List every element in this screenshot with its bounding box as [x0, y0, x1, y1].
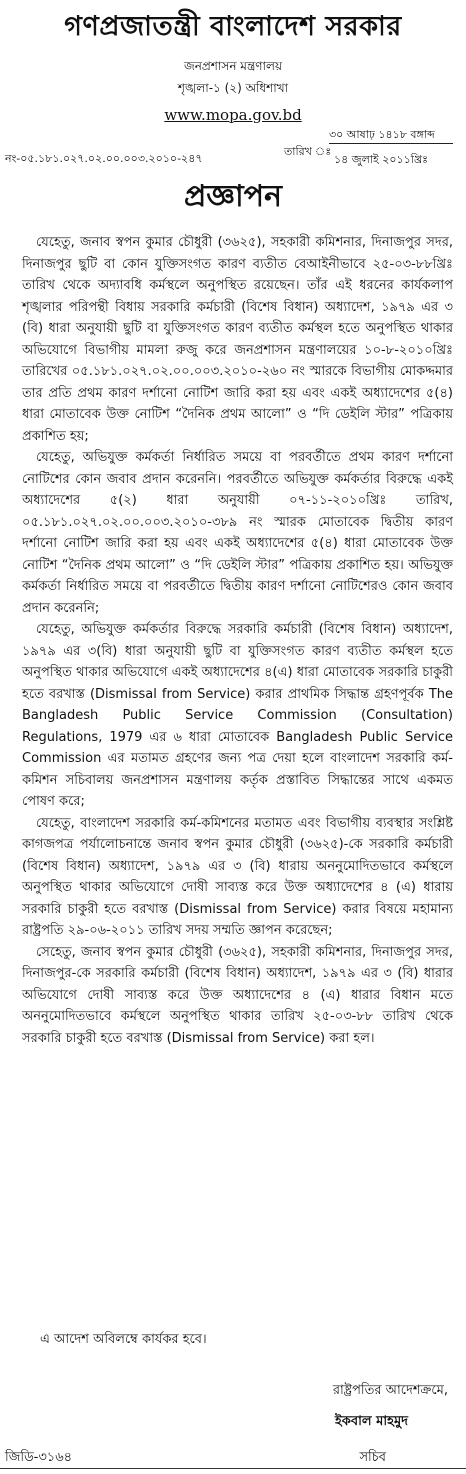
notification-body — [22, 232, 453, 1049]
order-by-line: রাষ্ট্রপতির আদেশক্রমে, — [332, 1383, 448, 1398]
footer-divider — [0, 1468, 466, 1469]
division-name: শৃঙ্খলা-১ (২) অধিশাখা — [177, 81, 289, 95]
date-english: ১৪ জুলাই ২০১১খ্রিঃ — [334, 153, 428, 166]
paragraph-1: যেহেতু, জনাব স্বপন কুমার চৌধুরী (৩৬২৫), সহকারী কমিশনার, দিনাজপুর সদর, দিনাজপুর ছুটি বা কোন যুক্তিসংগত কারণ ব্যতীত বেআইনীভাবে ২৫-০৩-৮৮খ্রিঃ তারিখ থেকে অদ্যাবধি কর্মস্থলে অনুপস্থিত রয়েছেন। তাঁর এই ধরনের কার্যকলাপ শৃঙ্খলার পরিপন্থী বিধায় সরকারি কর্মচারী (বিশেষ বিধান) অধ্যাদেশ, ১৯৭৯ এর ৩ (বি) ধারা অনুযায়ী ছুটি বা যুক্তিসংগত কারণ ব্যতীত কর্মস্থল হতে অনুপস্থিত থাকার অভিযোগে বিভাগীয় মামলা রুজু করে জনপ্রশাসন মন্ত্রণালয়ের ১০-৮-২০১০খ্রিঃ তারিখের ০৫.১৮১.০২৭.০২.০০.০০৩.২০১০-২৬০ নং স্মারকে বিভাগীয় মোকদ্দমার তার প্রতি প্রথম কারণ দর্শানো নোটিশ জারি করা হয় এবং একই অধ্যাদেশের ৫(৪) ধারা মোতাবেক উক্ত নোটিশ “দৈনিক প্রথম আলো” ও “দি ডেইলি স্টার” পত্রিকায় প্রকাশিত হয়; — [22, 235, 453, 444]
date-divider — [329, 143, 453, 144]
ministry-name: জনপ্রশাসন মন্ত্রণালয় — [183, 59, 283, 73]
paragraph-2: যেহেতু, অভিযুক্ত কর্মকর্তা নির্ধারিত সময়ে বা পরবর্তীতে প্রথম কারণ দর্শানো নোটিশের কোন জবাব প্রদান করেননি। পরবর্তীতে অভিযুক্ত কর্মকর্তার বিরুদ্ধে একই অধ্যাদেশের ৫(২) ধারা অনুযায়ী ০৭-১১-২০১০খ্রিঃ তারিখ, ০৫.১৮১.০২৭.০২.০০.০০৩.২০১০-৩৮৯ নং স্মারক মোতাবেক দ্বিতীয় কারণ দর্শানো নোটিশ জারি করা হয় এবং একই অধ্যাদেশের ৫(৪) ধারা মোতাবেক উক্ত নোটিশ “দৈনিক প্রথম আলো” ও “দি ডেইলি স্টার” পত্রিকায় প্রকাশিত হয়। অভিযুক্ত কর্মকর্তা নির্ধারিত সময়ে বা পরবর্তীতে দ্বিতীয় কারণ দর্শানো নোটিশেরও কোন জবাব প্রদান করেননি; — [22, 450, 453, 616]
paragraph-4: যেহেতু, বাংলাদেশ সরকারি কর্ম-কমিশনের মতামত এবং বিভাগীয় ব্যবস্থার সংশ্লিষ্ট কাগজপত্র পর্যালোচনান্তে জনাব স্বপন কুমার চৌধুরী (৩৬২৫)-কে সরকারি কর্মচারী (বিশেষ বিধান) অধ্যাদেশ, ১৯৭৯ এর ৩ (বি) ধারায় অননুমোদিতভাবে কর্মস্থলে অনুপস্থিত থাকার অভিযোগে দোষী সাব্যস্ত করে উক্ত অধ্যাদেশের ৪ (এ) ধারায় সরকারি চাকুরী হতে বরখাস্ত (Dismissal from Service) করার বিষয়ে মহামান্য রাষ্ট্রপতি ২৯-০৬-২০১১ তারিখ সদয় সম্মতি জ্ঞাপন করেছেন; — [22, 815, 453, 938]
date-bangla: ৩০ আষাঢ় ১৪১৮ বঙ্গাব্দ — [329, 128, 435, 141]
memo-number: নং-০৫.১৮১.০২৭.০২.০০.০০৩.২০১০-২৪৭ — [5, 152, 203, 165]
government-title: গণপ্রজাতন্ত্রী বাংলাদেশ সরকার — [64, 11, 402, 42]
gd-number: জিডি-৩১৬৪ — [5, 1450, 73, 1465]
paragraph-5: সেহেতু, জনাব স্বপন কুমার চৌধুরী (৩৬২৫), সহকারী কমিশনার, দিনাজপুর সদর, দিনাজপুর-কে সরকারি কর্মচারী (বিশেষ বিধান) অধ্যাদেশ, ১৯৭৯ এর ৩ (বি) ধারার অভিযোগে দোষী সাব্যস্ত করে উক্ত অধ্যাদেশের ৪ (এ) ধারার বিধান মতে অননুমোদিতভাবে কর্মস্থলে অনুপস্থিত থাকার তারিখ ২৫-০৩-৮৮ তারিখ থেকে সরকারি চাকুরী হতে বরখাস্ত (Dismissal from Service) করা হল। — [22, 944, 453, 1046]
signer-designation: সচিব — [359, 1450, 386, 1465]
paragraph-3: যেহেতু, অভিযুক্ত কর্মকর্তার বিরুদ্ধে সরকারি কর্মচারী (বিশেষ বিধান) অধ্যাদেশ, ১৯৭৯ এর ৩(বি) ধারা অনুযায়ী ছুটি বা যুক্তিসংগত কারণ ব্যতীত কর্মস্থল হতে অনুপস্থিত থাকার অভিযোগে একই অধ্যাদেশের ৪(এ) ধারা মোতাবেক সরকারি চাকুরী হতে বরখাস্ত (Dismissal from Service) করার প্রাথমিক সিদ্ধান্ত গ্রহণপূর্বক The Bangladesh Public Service Commission (Consultation) Regulations, 1979 এর ৬ ধারা মোতাবেক Bangladesh Public Service Commission এর মতামত গ্রহণের জন্য পত্র দেয়া হলে বাংলাদেশ সরকারি কর্ম-কমিশন সচিবালয় জনপ্রশাসন মন্ত্রণালয় কর্তৃক প্রস্তাবিত সিদ্ধান্তের সাথে একমত পোষণ করে; — [22, 622, 453, 809]
notification-title: প্রজ্ঞাপন — [183, 179, 283, 214]
signer-name: ইকবাল মাহমুদ — [335, 1414, 408, 1429]
effective-order-line: এ আদেশ অবিলম্বে কার্যকর হবে। — [40, 1332, 207, 1347]
date-label: তারিখ ঃ — [284, 145, 332, 158]
website-link[interactable]: www.mopa.gov.bd — [164, 106, 302, 124]
